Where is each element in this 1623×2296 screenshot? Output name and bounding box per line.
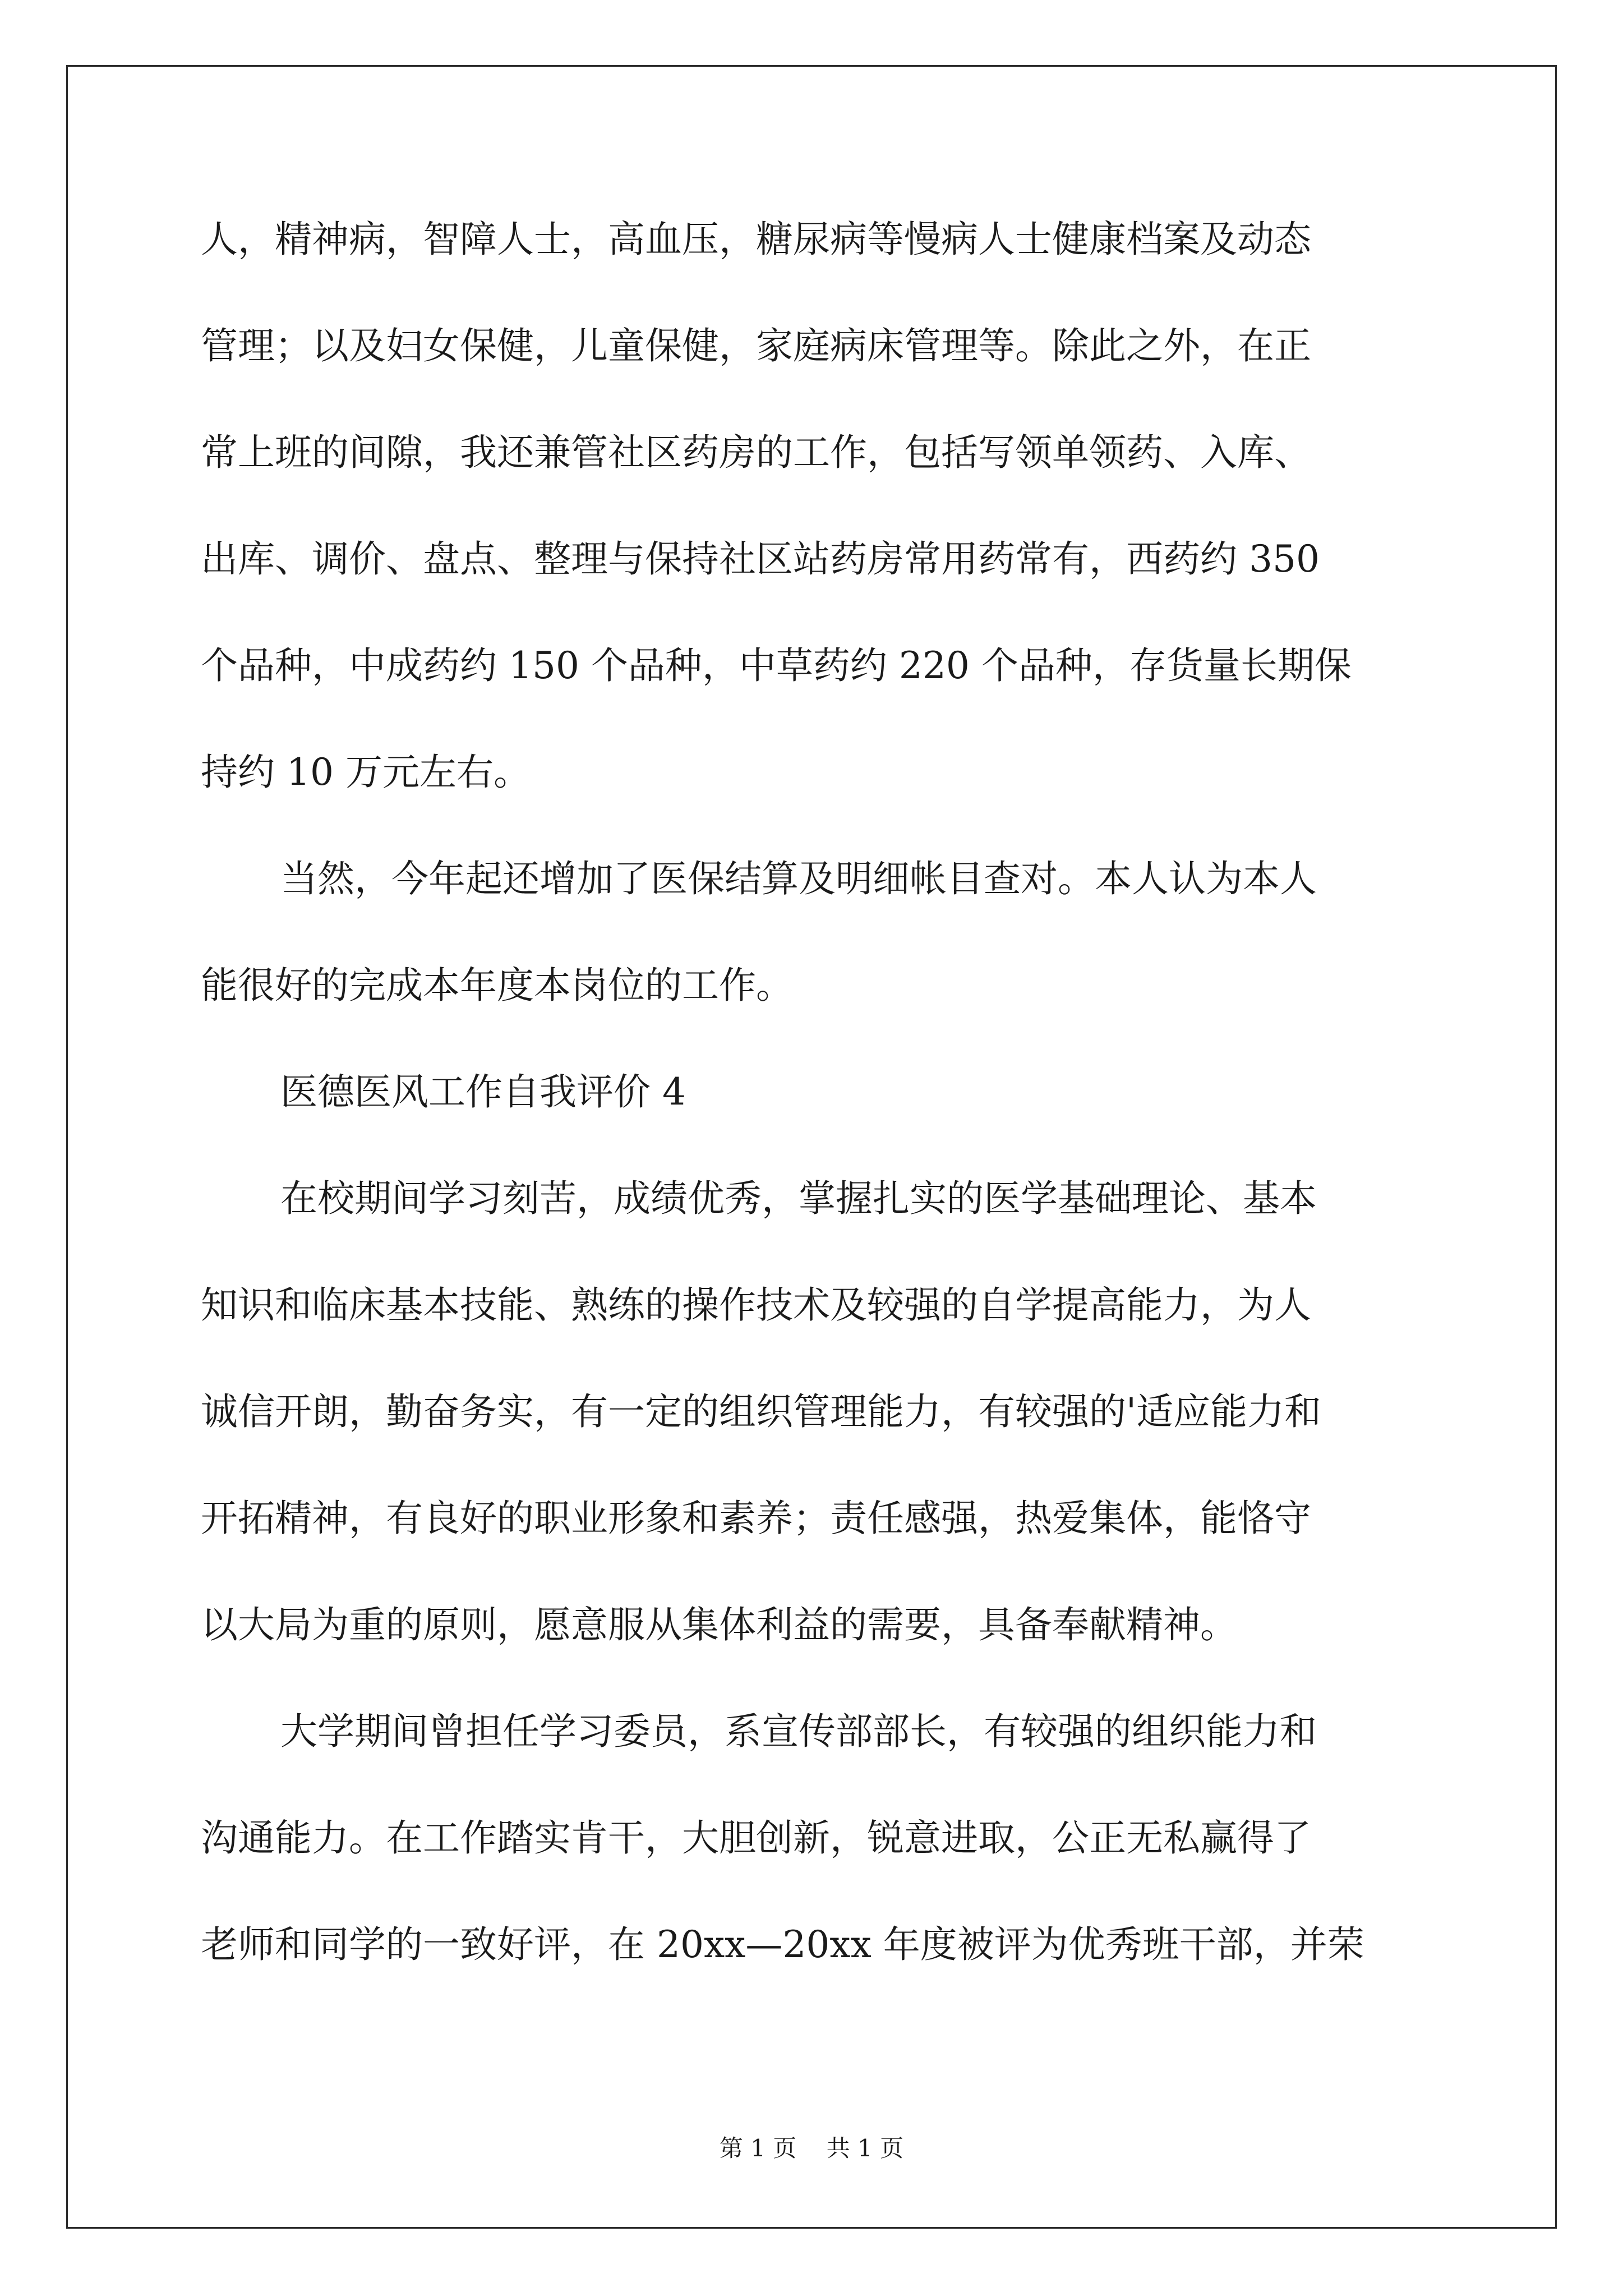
text-line: 开拓精神，有良好的职业形象和素养；责任感强，热爱集体，能恪守 (201, 1497, 1311, 1540)
text-line: 出库、调价、盘点、整理与保持社区站药房常用药常有，西药约 350 (201, 537, 1320, 581)
text-line: 以大局为重的原则，愿意服从集体利益的需要，具备奉献精神。 (201, 1603, 1237, 1646)
text-line: 常上班的间隙，我还兼管社区药房的工作，包括写领单领药、入库、 (201, 431, 1311, 474)
text-line: 人，精神病，智障人士，高血压，糖尿病等慢病人士健康档案及动态 (201, 218, 1311, 261)
text-line: 知识和临床基本技能、熟练的操作技术及较强的自学提高能力，为人 (201, 1283, 1311, 1327)
page-total: 共 1 页 (826, 2134, 904, 2162)
text-line: 持约 10 万元左右。 (201, 751, 531, 794)
page-footer (0, 2132, 1623, 2165)
text-line: 能很好的完成本年度本岗位的工作。 (201, 964, 793, 1007)
text-line: 大学期间曾担任学习委员，系宣传部部长，有较强的组织能力和 (280, 1710, 1317, 1753)
text-line: 沟通能力。在工作踏实肯干，大胆创新，锐意进取，公正无私赢得了 (201, 1816, 1311, 1860)
section-heading: 医德医风工作自我评价 4 (280, 1070, 686, 1114)
text-line: 诚信开朗，勤奋务实，有一定的组织管理能力，有较强的'适应能力和 (201, 1390, 1322, 1433)
text-line: 个品种，中成药约 150 个品种，中草药约 220 个品种，存货量长期保 (201, 644, 1352, 687)
text-line: 在校期间学习刻苦，成绩优秀，掌握扎实的医学基础理论、基本 (280, 1177, 1317, 1220)
text-line: 当然，今年起还增加了医保结算及明细帐目查对。本人认为本人 (280, 857, 1317, 900)
document-body (201, 206, 1421, 2018)
page-number: 第 1 页 (719, 2134, 797, 2162)
text-line: 管理；以及妇女保健，儿童保健，家庭病床管理等。除此之外，在正 (201, 324, 1311, 367)
text-line: 老师和同学的一致好评，在 20xx—20xx 年度被评为优秀班干部，并荣 (201, 1923, 1364, 1966)
